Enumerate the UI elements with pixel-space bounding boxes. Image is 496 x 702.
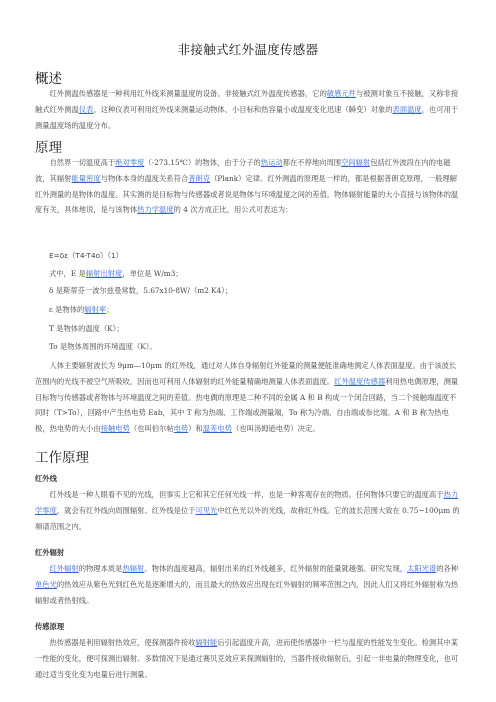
text-run: 热传感器是利用辐射热效应，使探测器件接收 <box>49 638 196 647</box>
text-run: （也叫伯尔帖 <box>129 424 174 434</box>
formula-term-e <box>49 269 183 279</box>
inline-link[interactable]: 红外温度传感器 <box>334 376 386 386</box>
formula: E=δε（T4-T4o）（1） <box>49 251 123 260</box>
inline-link[interactable]: 接触电势 <box>100 424 130 434</box>
inline-link[interactable]: 辐射率 <box>84 305 107 314</box>
formula-term-to <box>49 342 157 352</box>
heading-working-principle: 工作原理 <box>35 450 89 466</box>
text-run: ）和 <box>188 424 203 434</box>
text-run: 红外线是一种人眼看不见的光线，但事实上它和其它任何光线一样，也是一种客观存在的物质。任何物体只要它的温度高于 <box>49 490 444 499</box>
text-run: 中红色光以外的光线，故称红外线。它的波长范围大致在 0.75~100μm 的频谱范围之内。 <box>35 505 460 531</box>
text-run: 人体主要辐射波长为 9μm—10μm 的红外线，通过对人体自身辐射红外能量的测量便能准确地测定人体表面温度。由于该波长范围内的光线不被空气所吸收，因而也可利用人体辐射的红外能量精确地测量人体表面温度。 <box>35 361 457 386</box>
text-run: 与物体本身的温度关系符合 <box>100 173 189 183</box>
text-run: 的 4 次方成正比，用公式可表达为： <box>173 205 293 215</box>
text-run: 。物体的温度越高，辐射出来的红外线越多，红外辐射的能量就越强。研究发现， <box>144 564 408 573</box>
inline-link[interactable]: 辐射能 <box>195 638 218 647</box>
text-run: ε 是物体的 <box>49 305 85 314</box>
text-run: δ 是斯蒂芬一波尔兹曼常数，5.67x10-8W/（m2 K4）； <box>49 286 233 295</box>
formula-term-epsilon <box>49 305 113 315</box>
text-run: To 是物体周围的环境温度（K）。 <box>49 342 157 351</box>
inline-link[interactable]: 红外辐射 <box>49 564 79 573</box>
inline-link[interactable]: 太阳光谱 <box>407 564 437 573</box>
inline-link[interactable]: 普朗克 <box>188 173 211 183</box>
inline-link[interactable]: 可见光 <box>195 505 218 515</box>
text-run: （Plank）定律。红外测温的原理是一样的，都是根据普朗克原理，一般理解红外测量的是物体的温度。其实测的是目标物与传感器或者说是物体与环境温度之间的差值。物体辐射能量的大小直接与该物体的温度有关，具体地说，是与该物体 <box>35 173 459 215</box>
formula-term-t <box>49 324 124 334</box>
text-run: 自然界一切温度高于 <box>49 158 116 167</box>
inline-link[interactable]: 热运动 <box>260 158 283 167</box>
document-title: 非接触式红外温度传感器 <box>177 42 319 57</box>
principle-paragraph-2 <box>35 358 461 437</box>
text-run: T 是物体的温度（K）； <box>49 324 124 333</box>
formula-term-delta <box>49 286 232 296</box>
text-run: 的热效应从紫色光到红色光是逐渐增大的，而且最大的热效应出现在红外辐射的频率范围之内，因此人们又将红外辐射称为热辐射或者热射线。 <box>35 579 459 605</box>
inline-link[interactable]: 热辐射 <box>122 564 145 573</box>
inline-link[interactable]: 电势 <box>173 424 189 434</box>
inline-link[interactable]: 单色光 <box>35 579 57 589</box>
text-run: 与被测对象互不接触，又称非接触式红外测温 <box>35 89 459 114</box>
inline-link[interactable]: 敏感元件 <box>326 89 356 98</box>
sensing-paragraph <box>35 635 461 682</box>
text-run: 的各种 <box>436 564 459 573</box>
text-run: 的物理本质是 <box>78 564 123 573</box>
inline-link[interactable]: 辐射出射度 <box>85 269 123 278</box>
subheading-infrared-radiation: 红外辐射 <box>35 548 65 557</box>
text-run: 红外测温传感器是一种利用红外线来测量温度的设备。非接触式红外温度传感器，它的 <box>49 89 327 98</box>
inline-link[interactable]: 热力学温度 <box>137 205 174 215</box>
text-run: 包括红外波段在内的电磁波，其辐射 <box>35 158 451 183</box>
text-run: 式中，E 是 <box>49 269 86 278</box>
inline-link[interactable]: 仪表 <box>78 104 94 114</box>
text-run: ，也可用于测量温度场的温度分布。 <box>35 104 459 130</box>
subheading-sensing-principle: 传感原理 <box>35 622 65 631</box>
inline-link[interactable]: 热力学零度 <box>35 490 459 515</box>
text-run: ，单位是 W/m3； <box>122 269 183 278</box>
principle-paragraph-1 <box>35 155 461 218</box>
text-run: 都在不停地向周围 <box>282 158 342 167</box>
text-run: （也叫汤姆逊电势）决定。 <box>232 424 320 434</box>
inline-link[interactable]: 能量密度 <box>71 173 101 183</box>
heading-principle: 原理 <box>35 140 62 156</box>
inline-link[interactable]: 绝对零度 <box>115 158 145 167</box>
inline-link[interactable]: 空间辐射 <box>341 158 371 167</box>
subheading-infrared: 红外线 <box>35 474 57 483</box>
inline-link[interactable]: 温差电势 <box>202 424 233 434</box>
overview-paragraph <box>35 86 461 133</box>
infrared-paragraph <box>35 487 461 534</box>
heading-overview: 概述 <box>35 71 62 87</box>
text-run: 。这种仪表可利用红外线来测量运动物体、小目标和热容量小或温度变化迅速（瞬变）对象的 <box>93 104 393 114</box>
text-run: 后引起温度升高，进而使传感器中一栏与温度的性能发生变化。检测其中某一性能的变化，便可探测出辐射。多数情况下是通过赛贝克效应来探测辐射的，当器件接收辐射后，引起一非电量的物理变化，也可通过适当变化变为电量后进行测量。 <box>35 638 459 679</box>
text-run: （-273.15℃）的物体，由于分子的 <box>144 158 261 167</box>
radiation-paragraph <box>35 561 461 608</box>
text-run: ； <box>106 305 114 314</box>
inline-link[interactable]: 表面温度 <box>392 104 422 114</box>
text-run: 利用热电偶原理，测量目标物与传感器或者物体与环境温度之间的差值。热电偶的原理是二种不同的金属 A 和 B 构成一个闭合回路，当二个接触端温度不同时（T>To），回路中产生热电势 Eab，其中 T 称为热端、工作端或测量端，To 称为冷端、自由端或参比端。A 和 B 称为热电极，热电势的大小由 <box>35 376 459 434</box>
text-run: ，就会有红外线向周围辐射。红外线是位于 <box>56 505 196 515</box>
